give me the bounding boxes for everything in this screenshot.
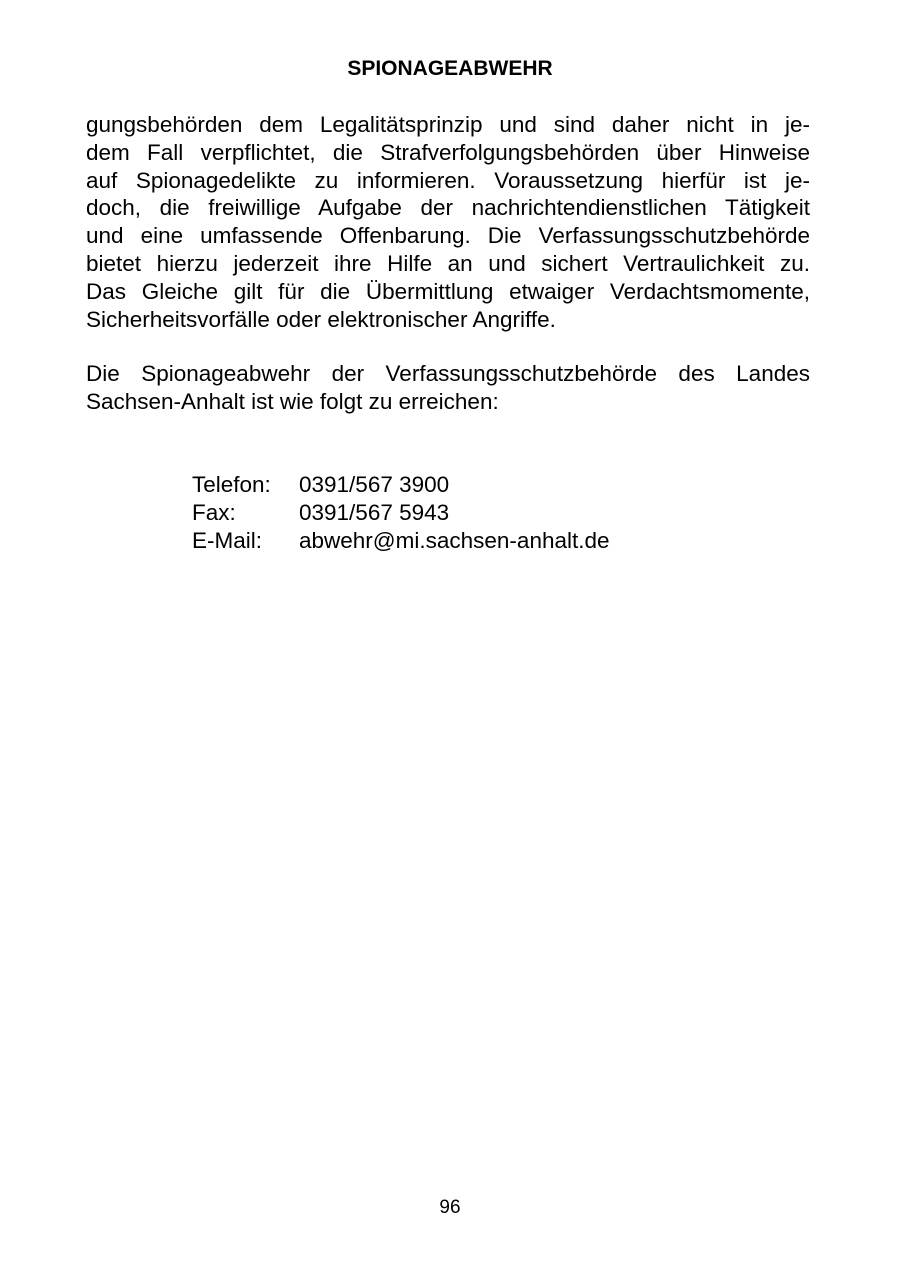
- phone-value: 0391/567 3900: [299, 472, 450, 497]
- fax-value: 0391/567 5943: [299, 499, 450, 525]
- body-paragraph-1: [86, 111, 810, 333]
- page-number: 96: [439, 1197, 461, 1218]
- phone-label: Telefon:: [192, 472, 271, 497]
- text-line: Die Spionageabwehr der Verfassungsschutzbehörde des Landes: [86, 361, 810, 386]
- text-line: auf Spionagedelikte zu informieren. Voraussetzung hierfür ist je-: [86, 167, 810, 193]
- text-line: Das Gleiche gilt für die Übermittlung etwaiger Verdachtsmomente,: [86, 278, 810, 304]
- contact-block: [192, 471, 610, 554]
- body-paragraph-2: [86, 360, 810, 416]
- contact-row-fax: [192, 499, 610, 527]
- text-line: dem Fall verpflichtet, die Strafverfolgungsbehörden über Hinweise: [86, 139, 810, 165]
- text-line: Sachsen-Anhalt ist wie folgt zu erreichen:: [86, 388, 499, 414]
- text-line: Sicherheitsvorfälle oder elektronischer Angriffe.: [86, 306, 556, 332]
- text-line: doch, die freiwillige Aufgabe der nachrichtendienstlichen Tätigkeit: [86, 195, 810, 221]
- email-value: abwehr@mi.sachsen-anhalt.de: [299, 527, 610, 553]
- page-title: SPIONAGEABWEHR: [347, 57, 553, 80]
- text-line: gungsbehörden dem Legalitätsprinzip und sind daher nicht in je-: [86, 112, 810, 137]
- text-line: und eine umfassende Offenbarung. Die Verfassungsschutzbehörde: [86, 223, 810, 249]
- text-line: bietet hierzu jederzeit ihre Hilfe an und sichert Vertraulichkeit zu.: [86, 250, 810, 276]
- fax-label: Fax:: [192, 499, 236, 525]
- email-label: E-Mail:: [192, 527, 263, 553]
- contact-row-phone: [192, 471, 610, 499]
- contact-row-email: [192, 527, 610, 555]
